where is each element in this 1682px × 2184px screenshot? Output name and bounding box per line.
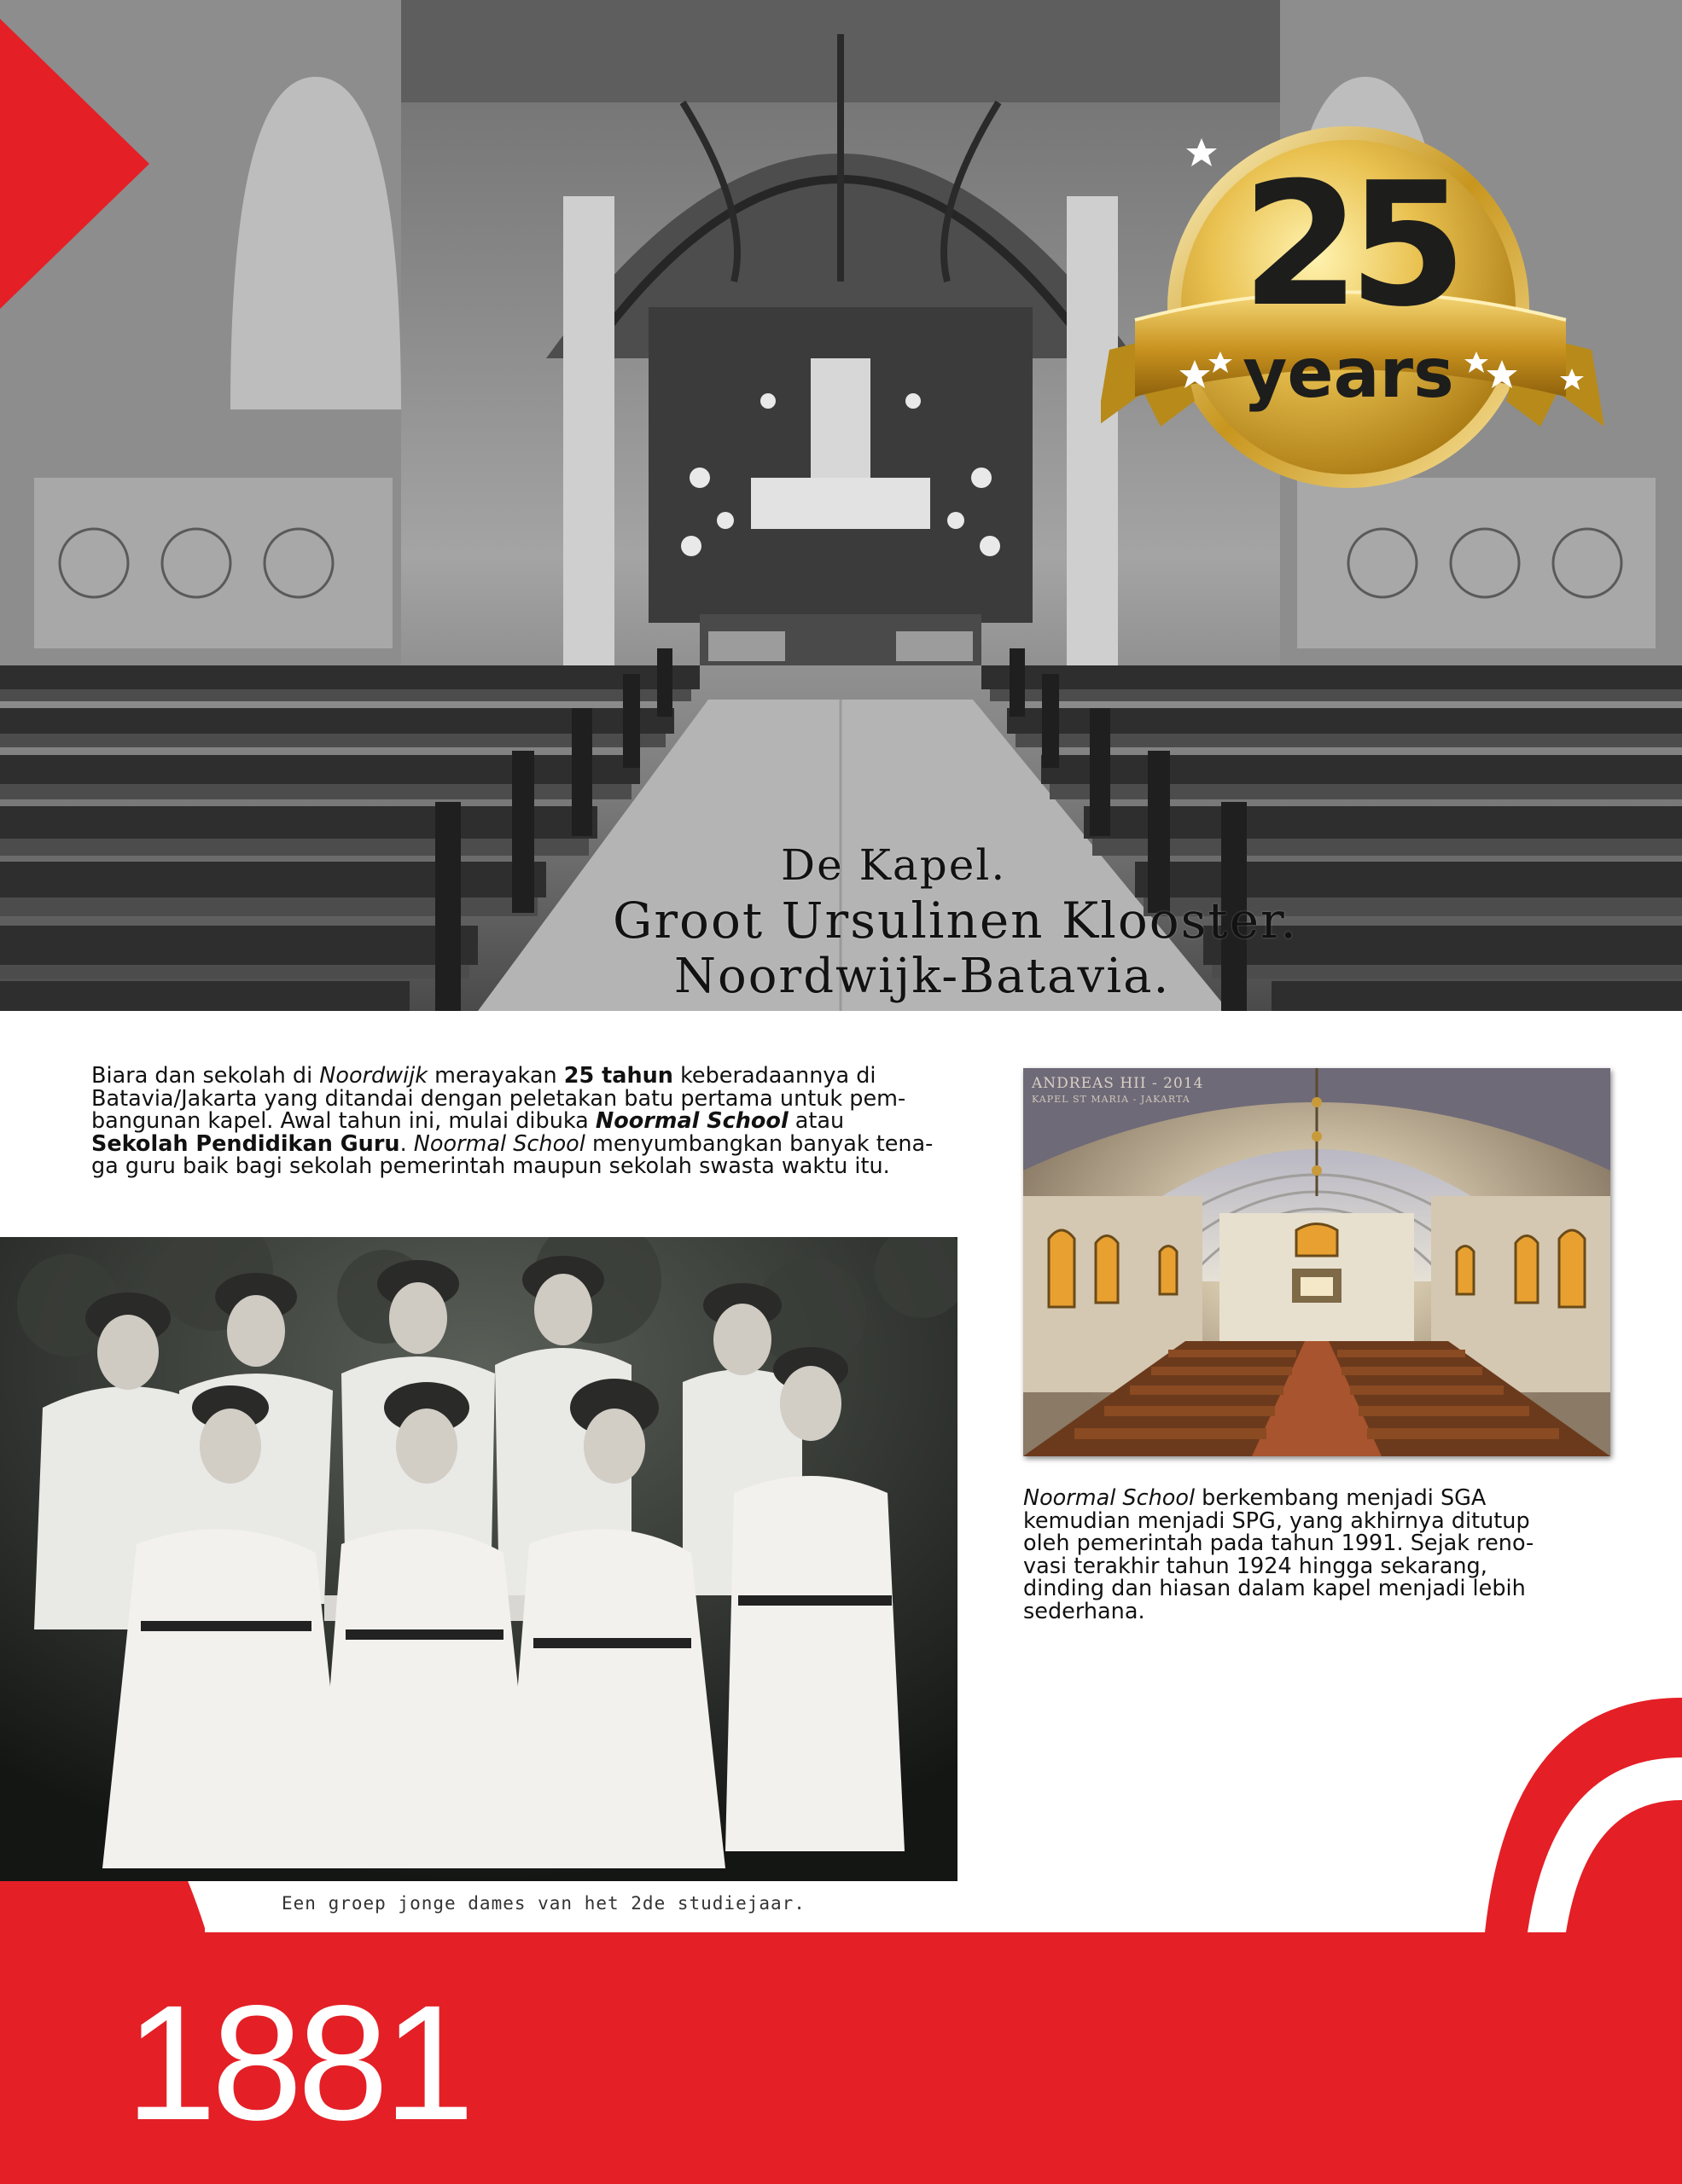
text-line: kemudian menjadi SPG, yang akhirnya ditutup (1023, 1507, 1530, 1534)
group-photo-caption: Een groep jonge dames van het 2de studiejaar. (282, 1893, 806, 1914)
text-segment: keberadaannya di (672, 1063, 876, 1089)
red-triangle-accent (0, 19, 149, 309)
text-line: Batavia/Jakarta yang ditandai dengan peletakan batu pertama untuk pem- (91, 1085, 906, 1112)
badge-word: years (1243, 334, 1454, 413)
school-name-italic: Noormal School (1023, 1485, 1196, 1511)
text-segment: . (399, 1130, 414, 1157)
student-group-photo (0, 1237, 957, 1881)
text-line: vasi terakhir tahun 1924 hingga sekarang, (1023, 1553, 1487, 1579)
school-name-bold: Sekolah Pendidikan Guru (91, 1130, 400, 1157)
text-segment: bangunan kapel. Awal tahun ini, mulai dibuka (91, 1108, 596, 1134)
place-name-italic: Noordwijk (319, 1063, 428, 1089)
anniversary-badge (1101, 119, 1613, 546)
postcard-caption-line1: De Kapel. (781, 840, 1007, 890)
text-segment: berkembang menjadi SGA (1195, 1485, 1487, 1511)
text-line: dinding dan hiasan dalam kapel menjadi lebih (1023, 1576, 1526, 1601)
text-segment: menyumbangkan banyak tena- (585, 1130, 934, 1157)
school-name-italic: Noormal School (413, 1130, 585, 1157)
photo-watermark-place: KAPEL ST MARIA - JAKARTA (1032, 1094, 1190, 1105)
year-label: 1881 (125, 1971, 470, 2154)
school-name-bold-italic: Noormal School (595, 1108, 789, 1134)
postcard-caption-line3: Noordwijk-Batavia. (674, 949, 1171, 1004)
students-illustration (0, 1237, 957, 1881)
intro-paragraph (91, 1065, 936, 1178)
postcard-caption-line2: Groot Ursulinen Klooster. (613, 892, 1298, 950)
secondary-paragraph (1023, 1487, 1569, 1623)
chapel-nave-illustration (1023, 1068, 1610, 1456)
bold-duration: 25 tahun (563, 1063, 673, 1089)
text-line: oleh pemerintah pada tahun 1991. Sejak reno- (1023, 1531, 1534, 1556)
text-segment: atau (788, 1108, 845, 1134)
photo-watermark-author: ANDREAS HII - 2014 (1032, 1075, 1204, 1092)
text-line: sederhana. (1023, 1598, 1145, 1624)
badge-number: 25 (1241, 146, 1456, 345)
text-segment: merayakan (428, 1063, 564, 1089)
text-line: ga guru baik bagi sekolah pemerintah maupun sekolah swasta waktu itu. (91, 1153, 890, 1179)
text-segment: Biara dan sekolah di (91, 1063, 320, 1089)
chapel-interior-color-photo (1023, 1068, 1610, 1456)
